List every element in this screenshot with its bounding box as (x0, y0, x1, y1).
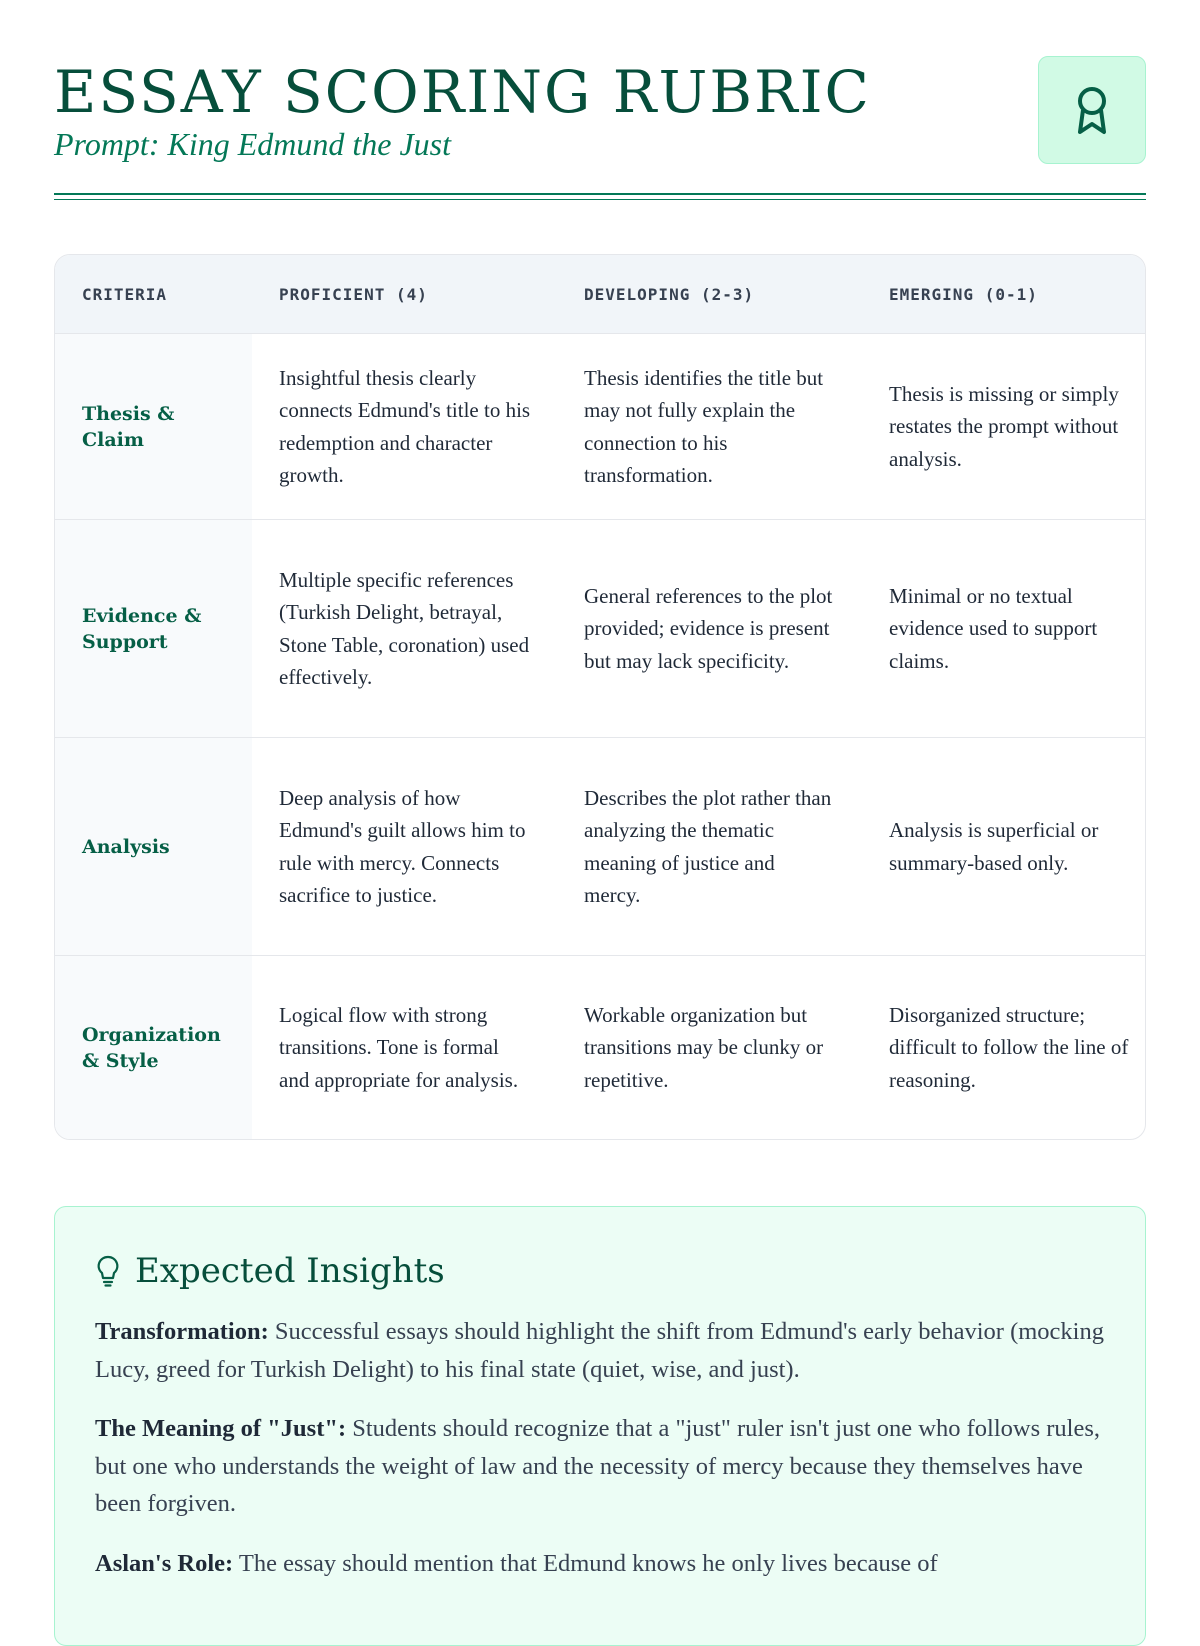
emerging-cell: Analysis is superficial or summary-based only. (889, 818, 1099, 875)
emerging-cell: Minimal or no textual evidence used to support claims. (889, 583, 1098, 673)
insight-item (95, 1410, 1105, 1523)
header-divider (54, 193, 1146, 195)
award-ribbon-icon (1072, 84, 1112, 136)
insight-label: Aslan's Role: (95, 1549, 234, 1577)
table-row (55, 737, 1145, 955)
criteria-cell: Analysis (55, 738, 252, 955)
criteria-cell: Thesis & Claim (55, 334, 252, 519)
page-title: ESSAY SCORING RUBRIC (54, 58, 871, 126)
insight-item (95, 1313, 1105, 1388)
column-header-emerging: EMERGING (0-1) (889, 284, 1038, 304)
insights-title: Expected Insights (135, 1251, 445, 1291)
header (54, 0, 1146, 196)
developing-cell: General references to the plot provided; evidence is present but may lack specificity. (584, 583, 833, 673)
proficient-cell: Deep analysis of how Edmund's guilt allows him to rule with mercy. Connects sacrifice to justice. (279, 785, 526, 907)
table-row (55, 333, 1145, 519)
award-badge (1038, 56, 1146, 164)
page-subtitle: Prompt: King Edmund the Just (54, 126, 451, 162)
lightbulb-icon (95, 1254, 121, 1288)
insight-label: Transformation: (95, 1318, 269, 1345)
criteria-cell: Organization & Style (55, 956, 252, 1139)
insight-text: The essay should mention that Edmund knows he only lives because of (233, 1549, 938, 1577)
rubric-table (54, 254, 1146, 1140)
column-header-developing: DEVELOPING (2-3) (584, 284, 755, 304)
insight-text: Students should recognize that a "just" ruler isn't just one who follows rules, but one who understands the weight of law and the necessity of mercy because they themselves have been forgiven. (95, 1415, 1100, 1517)
table-row (55, 519, 1145, 737)
criteria-cell: Evidence & Support (55, 520, 252, 737)
insight-label: The Meaning of "Just": (95, 1415, 347, 1442)
proficient-cell: Multiple specific references (Turkish Delight, betrayal, Stone Table, coronation) used effectively. (279, 567, 530, 689)
insights-heading (95, 1245, 1105, 1297)
column-header-proficient: PROFICIENT (4) (279, 284, 428, 304)
developing-cell: Thesis identifies the title but may not fully explain the connection to his transformation. (584, 365, 824, 487)
developing-cell: Workable organization but transitions may be clunky or repetitive. (584, 1002, 824, 1092)
column-header-criteria: CRITERIA (82, 284, 168, 304)
insight-item (95, 1545, 1105, 1583)
developing-cell: Describes the plot rather than analyzing the thematic meaning of justice and mercy. (584, 785, 832, 907)
insight-text: Successful essays should highlight the shift from Edmund's early behavior (mocking Lucy, greed for Turkish Delight) to his final state (quiet, wise, and just). (95, 1318, 1104, 1383)
emerging-cell: Thesis is missing or simply restates the prompt without analysis. (889, 381, 1119, 471)
expected-insights-panel (54, 1206, 1146, 1646)
header-divider-thin (54, 199, 1146, 200)
table-row (55, 955, 1145, 1139)
proficient-cell: Insightful thesis clearly connects Edmund's title to his redemption and character growth. (279, 365, 531, 487)
table-header-row (55, 255, 1145, 333)
rubric-page (54, 0, 1146, 1577)
emerging-cell: Disorganized structure; difficult to follow the line of reasoning. (889, 1002, 1129, 1092)
proficient-cell: Logical flow with strong transitions. Tone is formal and appropriate for analysis. (279, 1002, 519, 1092)
